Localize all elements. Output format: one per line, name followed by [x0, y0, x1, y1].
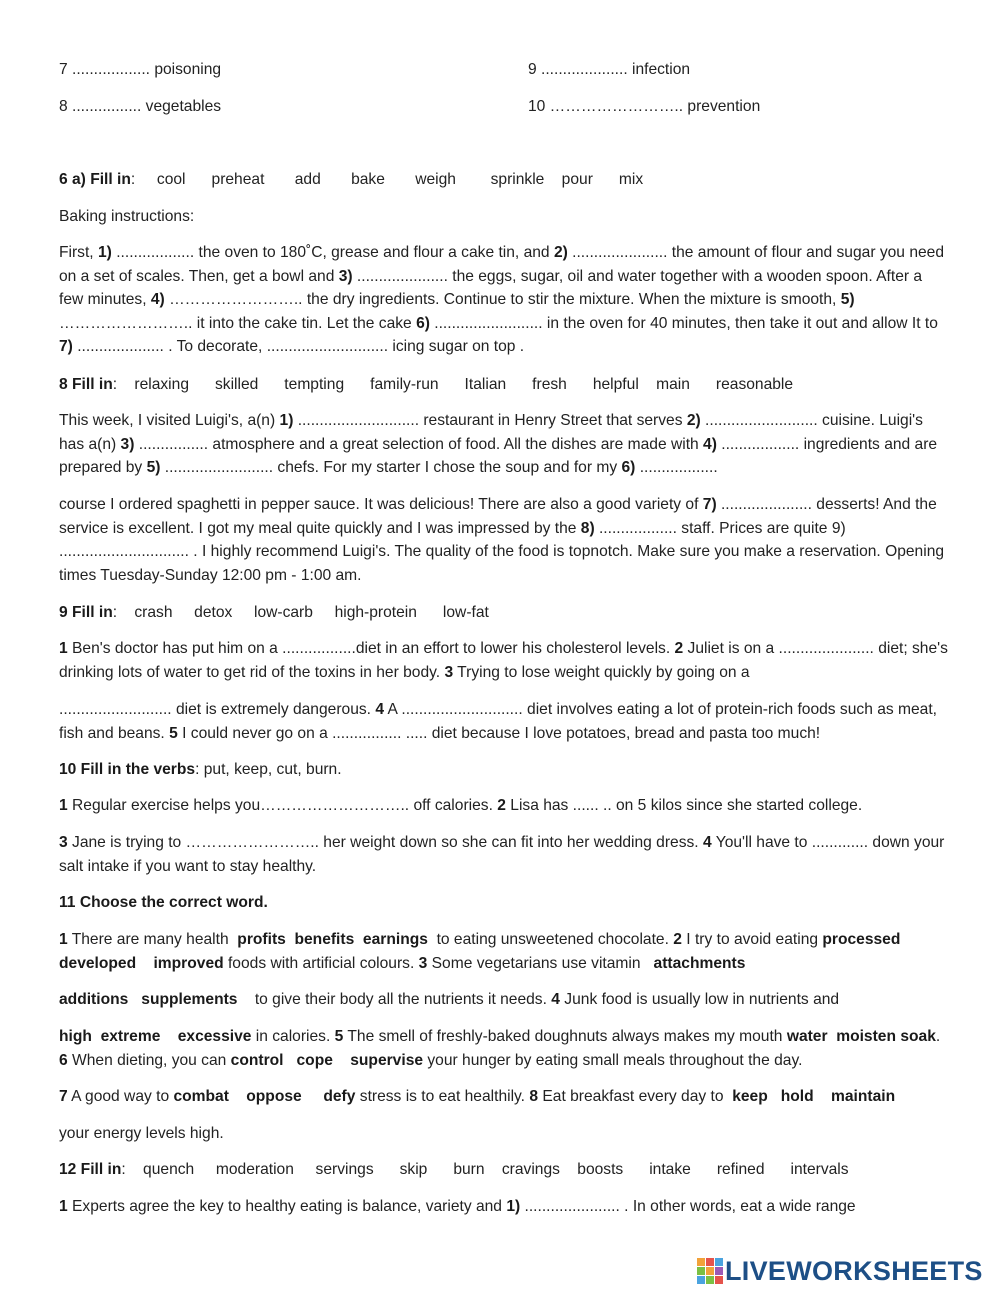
section-9-word-bank: : crash detox low-carb high-protein low-fat: [112, 604, 489, 621]
item-10: [528, 95, 948, 119]
section-12-word-bank: : quench moderation servings skip burn cravings boosts intake refined intervals: [121, 1161, 849, 1178]
liveworksheets-wordmark: LIVEWORKSHEETS: [725, 1255, 983, 1286]
section-10-title: 10 Fill in the verbs: [59, 761, 196, 778]
section-10-verb-list: : put, keep, cut, burn.: [195, 761, 342, 778]
section-11-paragraph-4: 7 A good way to combat oppose defy stress is to eat healthily. 8 Eat breakfast every day to keep hold maintain: [59, 1088, 896, 1105]
section-11-line-5: your energy levels high.: [59, 1125, 224, 1142]
baking-instructions-label: Baking instructions:: [59, 208, 195, 225]
section-11-paragraph-5: [59, 1122, 949, 1146]
section-6-subtitle: [59, 205, 949, 229]
section-10-heading: [59, 758, 949, 782]
liveworksheets-logo[interactable]: [697, 1256, 983, 1286]
section-12-title: 12 Fill in: [59, 1161, 122, 1178]
item-9-text: 9 .................... infection: [528, 61, 691, 78]
section-11-paragraph-3: high extreme excessive in calories. 5 The smell of freshly-baked doughnuts always makes my mouth water moisten soak. 6 When dieting, you can control cope supervise your hunger by eating small meals throughout the day.: [59, 1028, 945, 1069]
section-11-heading: [59, 891, 949, 915]
section-6-paragraph: First, 1) .................. the oven to 180˚C, grease and flour a cake tin, and 2) ...................... the amount of flour and sugar you need on a set of scales. Then, get a bowl and 3) ..................... the eggs, sugar, oil and water together with a wooden spoon. After a few minutes, 4) …………………….. the dry ingredients. Continue to stir the mixture. When the mixture is smooth, 5) …………………….. it into the cake tin. Let the cake 6) ......................... in the oven for 40 minutes, then take it out and allow It to 7) .................... . To decorate, ............................ icing sugar on top .: [59, 244, 945, 355]
section-8-paragraph-1: This week, I visited Luigi's, a(n) 1) ............................ restaurant in Henry Street that serves 2) .......................... cuisine. Luigi's has a(n) 3) ................ atmosphere and a great selection of food. All the dishes are made with 4) .................. ingredients and are prepared by 5) ......................... chefs. For my starter I chose the soup and for my 6) ..................: [59, 412, 938, 476]
section-8-heading: [59, 373, 949, 397]
section-9-paragraph-1: 1 Ben's doctor has put him on a .................diet in an effort to lower his cholesterol levels. 2 Juliet is on a ...................... diet; she's drinking lots of water to get rid of the toxins in her body. 3 Trying to lose weight quickly by going on a: [59, 640, 948, 681]
section-9-paragraph-2: .......................... diet is extremely dangerous. 4 A ............................ diet involves eating a lot of protein-rich foods such as meat, fish and beans. 5 I could never go on a ................ ..... diet because I love potatoes, bread and pasta too much!: [59, 701, 938, 742]
section-8-paragraph-2: course I ordered spaghetti in pepper sauce. It was delicious! There are also a good variety of 7) ..................... desserts! And the service is excellent. I got my meal quite quickly and I was impressed by the 8) .................. staff. Prices are quite 9) .............................. . I highly recommend Luigi's. The quality of the food is topnotch. Make sure you make a reservation. Opening times Tuesday-Sunday 12:00 pm - 1:00 am.: [59, 496, 945, 584]
section-12-paragraph-1: 1 Experts agree the key to healthy eating is balance, variety and 1) ...................... . In other words, eat a wide range: [59, 1198, 856, 1215]
section-8-title: 8 Fill in: [59, 376, 113, 393]
section-6-heading: [59, 168, 949, 192]
section-11-paragraph-2: additions supplements to give their body all the nutrients it needs. 4 Junk food is usually low in nutrients and: [59, 991, 840, 1008]
item-8-text: 8 ................ vegetables: [59, 98, 222, 115]
item-7-text: 7 .................. poisoning: [59, 61, 222, 78]
section-6-word-bank: : cool preheat add bake weigh sprinkle pour mix: [130, 171, 644, 188]
section-6-title: 6 a) Fill in: [59, 171, 131, 188]
section-12-heading: [59, 1158, 949, 1182]
section-9-heading: [59, 601, 949, 625]
liveworksheets-blocks-icon: [697, 1258, 723, 1284]
section-10-paragraph-1: 1 Regular exercise helps you……………………….. off calories. 2 Lisa has ...... .. on 5 kilos since she started college.: [59, 797, 863, 814]
section-10-paragraph-2: 3 Jane is trying to …………………….. her weight down so she can fit into her wedding dress. 4 You'll have to ............. down your salt intake if you want to stay healthy.: [59, 834, 945, 875]
section-8-word-bank: : relaxing skilled tempting family-run Italian fresh helpful main reasonable: [112, 376, 794, 393]
item-9: [528, 58, 948, 82]
section-11-title: 11 Choose the correct word.: [59, 894, 268, 911]
section-9-title: 9 Fill in: [59, 604, 113, 621]
section-11-paragraph-1: 1 There are many health profits benefits earnings to eating unsweetened chocolate. 2 I try to avoid eating processed developed improved foods with artificial colours. 3 Some vegetarians use vitamin attachments: [59, 931, 918, 972]
item-10-text: 10 …………………….. prevention: [528, 98, 761, 115]
